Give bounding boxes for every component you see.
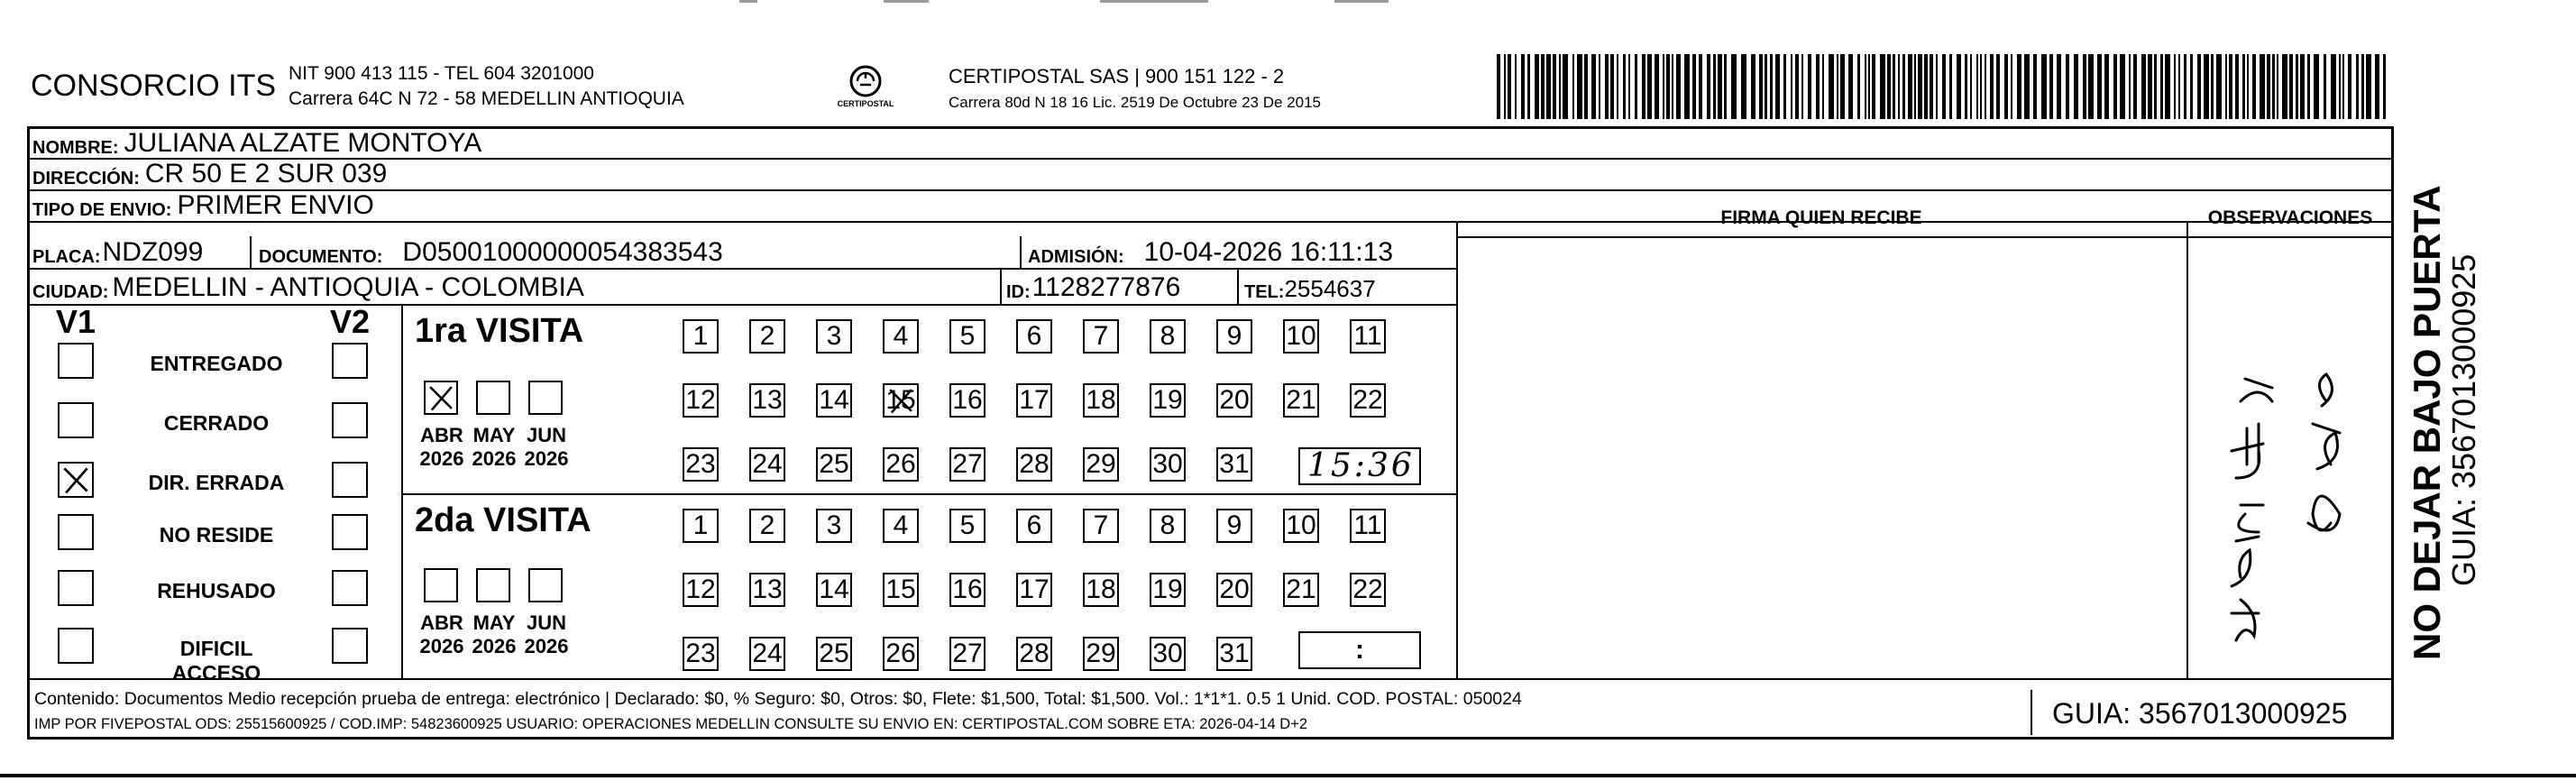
day-number: 4 xyxy=(893,510,909,540)
day-box[interactable] xyxy=(883,509,919,543)
v2-checkbox[interactable] xyxy=(332,343,368,379)
day-box[interactable] xyxy=(883,447,919,482)
month-label xyxy=(519,611,573,658)
day-box[interactable] xyxy=(1083,637,1119,671)
nombre-label: NOMBRE: xyxy=(32,138,119,158)
day-box[interactable] xyxy=(1350,573,1386,607)
day-number: 19 xyxy=(1152,385,1183,415)
day-box[interactable] xyxy=(1216,573,1252,607)
v2-checkbox[interactable] xyxy=(332,514,368,550)
day-box[interactable] xyxy=(1216,447,1252,482)
visit2-time-blank: : xyxy=(1355,635,1364,665)
placa-row xyxy=(32,236,203,268)
x-mark-icon xyxy=(885,385,917,416)
day-box[interactable] xyxy=(683,447,719,482)
visit1-time-handwritten: 15:36 xyxy=(1307,447,1415,484)
day-number: 7 xyxy=(1093,510,1109,540)
day-box[interactable] xyxy=(1350,319,1386,354)
admision-label: ADMISIÓN: xyxy=(1028,247,1124,267)
handwriting-icon xyxy=(2200,343,2380,667)
barcode-icon xyxy=(1497,54,2389,119)
v2-checkbox[interactable] xyxy=(332,628,368,664)
visit1-title: 1ra VISITA xyxy=(415,312,584,350)
day-number: 27 xyxy=(952,639,983,668)
day-box[interactable] xyxy=(1283,573,1319,607)
month-name: JUN xyxy=(526,611,566,634)
day-box[interactable] xyxy=(816,573,852,607)
day-number: 17 xyxy=(1019,574,1050,604)
day-number: 18 xyxy=(1086,574,1116,604)
reason-label: REHUSADO xyxy=(157,579,276,602)
day-box[interactable] xyxy=(1150,383,1186,418)
day-number: 7 xyxy=(1093,321,1109,351)
tipo-envio-row xyxy=(32,190,374,221)
day-number: 29 xyxy=(1086,639,1116,668)
day-number: 26 xyxy=(885,449,916,479)
footer-guia-box xyxy=(2031,690,2391,735)
visit1-time-box xyxy=(1298,447,1421,485)
day-box[interactable] xyxy=(1216,383,1252,418)
v1-checkbox[interactable] xyxy=(58,402,94,438)
firma-label: FIRMA QUIEN RECIBE xyxy=(1720,207,1922,228)
day-number: 8 xyxy=(1160,510,1176,540)
day-number: 13 xyxy=(752,385,783,415)
day-number: 3 xyxy=(826,510,842,540)
day-number: 28 xyxy=(1019,639,1050,668)
day-number: 23 xyxy=(685,449,716,479)
day-box[interactable] xyxy=(1083,573,1119,607)
documento-label: DOCUMENTO: xyxy=(259,247,383,267)
month-label xyxy=(415,611,469,658)
day-box[interactable] xyxy=(683,573,719,607)
day-number: 9 xyxy=(1226,321,1242,351)
id-row xyxy=(1006,269,1180,303)
day-box[interactable] xyxy=(1350,383,1386,418)
day-number: 15 xyxy=(885,574,916,604)
month-name: JUN xyxy=(526,424,566,446)
day-box[interactable] xyxy=(1150,509,1186,543)
tel-label: TEL: xyxy=(1244,282,1285,302)
day-number: 11 xyxy=(1353,510,1382,540)
month-checkbox[interactable] xyxy=(424,568,458,602)
company-name: CONSORCIO ITS xyxy=(31,69,277,103)
ciudad-label: CIUDAD: xyxy=(32,282,109,302)
v1-label: V1 xyxy=(56,303,96,340)
day-box[interactable] xyxy=(949,509,985,543)
ciudad-value: MEDELLIN - ANTIOQUIA - COLOMBIA xyxy=(112,272,584,302)
day-number: 31 xyxy=(1219,449,1250,479)
day-box[interactable] xyxy=(883,637,919,671)
month-checkbox[interactable] xyxy=(476,381,510,415)
day-number: 12 xyxy=(685,385,716,415)
id-label: ID: xyxy=(1006,282,1031,302)
day-box[interactable] xyxy=(1016,447,1052,482)
day-number: 3 xyxy=(826,321,842,351)
month-label xyxy=(519,424,573,471)
visit2-title: 2da VISITA xyxy=(415,501,591,539)
company-nit: NIT 900 413 115 - TEL 604 3201000 xyxy=(289,63,594,84)
day-number: 10 xyxy=(1286,321,1316,351)
v1-checkbox[interactable] xyxy=(58,514,94,550)
footer-imp: IMP POR FIVEPOSTAL ODS: 25515600925 / COD.IMP: 54823600925 USUARIO: OPERACIONES MEDELLIN CONSULTE SU ENVIO EN: CERTIPOSTAL.COM SOBRE ETA: 2026-04-14 D+2 xyxy=(34,716,1308,732)
day-box[interactable] xyxy=(1016,637,1052,671)
footer-contenido: Contenido: Documentos Medio recepción prueba de entrega: electrónico | Declarado: $0, % Seguro: $0, Otros: $0, Flete: $1,500, Total: $1,500. Vol.: 1*1*1. 0.5 1 Unid. COD. POSTAL: 050024 xyxy=(34,689,1522,709)
day-box[interactable] xyxy=(1150,447,1186,482)
carrier-address: Carrera 80d N 18 16 Lic. 2519 De Octubre 23 De 2015 xyxy=(949,94,1321,111)
day-box[interactable] xyxy=(683,319,719,354)
day-number: 22 xyxy=(1352,574,1383,604)
month-name: ABR xyxy=(420,424,463,446)
day-number: 13 xyxy=(752,574,783,604)
observaciones-label: OBSERVACIONES xyxy=(2207,207,2373,228)
barcode xyxy=(1497,54,2389,119)
day-number: 25 xyxy=(819,639,849,668)
v1-checkbox[interactable] xyxy=(58,628,94,664)
day-box[interactable] xyxy=(1083,509,1119,543)
month-checkbox[interactable] xyxy=(528,381,563,415)
side-guia: GUIA: 3567013000925 xyxy=(2445,253,2482,586)
month-year: 2026 xyxy=(472,635,517,657)
day-number: 14 xyxy=(819,385,849,415)
month-checkbox[interactable] xyxy=(424,381,458,415)
day-number: 5 xyxy=(959,321,976,351)
day-box[interactable] xyxy=(749,319,785,354)
month-name: MAY xyxy=(472,611,516,634)
nombre-row xyxy=(32,126,481,159)
tel-row xyxy=(1244,269,1376,303)
day-number: 24 xyxy=(752,449,783,479)
day-box[interactable] xyxy=(883,573,919,607)
day-number: 26 xyxy=(885,639,916,668)
day-number: 6 xyxy=(1026,510,1042,540)
v1-checkbox[interactable] xyxy=(58,570,94,606)
day-number: 21 xyxy=(1286,574,1316,604)
day-number: 2 xyxy=(759,321,775,351)
day-box[interactable] xyxy=(749,509,785,543)
day-box[interactable] xyxy=(949,319,985,354)
documento-value: D05001000000054383543 xyxy=(402,237,723,267)
direccion-value: CR 50 E 2 SUR 039 xyxy=(144,159,388,188)
day-box[interactable] xyxy=(1016,509,1052,543)
day-number: 12 xyxy=(685,574,716,604)
placa-label: PLACA: xyxy=(32,247,101,267)
day-box[interactable] xyxy=(1150,573,1186,607)
day-number: 22 xyxy=(1352,385,1383,415)
v1-checkbox[interactable] xyxy=(58,462,94,498)
day-number: 30 xyxy=(1152,449,1183,479)
admision-value: 10-04-2026 16:11:13 xyxy=(1143,237,1394,267)
day-box[interactable] xyxy=(883,383,919,418)
month-checkbox[interactable] xyxy=(476,568,510,602)
day-box[interactable] xyxy=(1283,319,1319,354)
v2-checkbox[interactable] xyxy=(332,402,368,438)
tipo-envio-value: PRIMER ENVIO xyxy=(177,190,374,220)
day-number: 23 xyxy=(685,639,716,668)
id-value: 1128277876 xyxy=(1031,272,1181,302)
day-number: 29 xyxy=(1086,449,1116,479)
month-checkbox[interactable] xyxy=(528,568,563,602)
day-box[interactable] xyxy=(1216,319,1252,354)
day-box[interactable] xyxy=(1150,637,1186,671)
documento-row xyxy=(259,236,723,268)
month-year: 2026 xyxy=(524,447,569,470)
day-number: 18 xyxy=(1086,385,1116,415)
day-box[interactable] xyxy=(1216,637,1252,671)
day-box[interactable] xyxy=(816,383,852,418)
day-box[interactable] xyxy=(1083,383,1119,418)
day-box[interactable] xyxy=(949,383,985,418)
x-mark-icon xyxy=(426,382,456,413)
day-number: 21 xyxy=(1286,385,1316,415)
day-box[interactable] xyxy=(816,637,852,671)
day-box[interactable] xyxy=(1283,383,1319,418)
day-number: 24 xyxy=(752,639,783,668)
day-number: 20 xyxy=(1219,574,1250,604)
reason-label: NO RESIDE xyxy=(159,523,274,547)
visit2-time-box xyxy=(1298,631,1421,669)
day-number: 19 xyxy=(1152,574,1183,604)
day-number: 10 xyxy=(1286,510,1316,540)
month-label xyxy=(467,611,521,658)
day-box[interactable] xyxy=(949,447,985,482)
carrier-nit: CERTIPOSTAL SAS | 900 151 122 - 2 xyxy=(949,65,1285,87)
day-box[interactable] xyxy=(683,509,719,543)
certipostal-logo xyxy=(834,63,897,114)
day-number: 5 xyxy=(959,510,976,540)
month-year: 2026 xyxy=(419,635,464,657)
direccion-label: DIRECCIÓN: xyxy=(32,169,140,188)
day-box[interactable] xyxy=(1083,319,1119,354)
company-address: Carrera 64C N 72 - 58 MEDELLIN ANTIOQUIA xyxy=(289,88,684,109)
v2-checkbox[interactable] xyxy=(332,570,368,606)
day-number: 1 xyxy=(692,321,709,351)
day-number: 31 xyxy=(1219,639,1250,668)
month-year: 2026 xyxy=(419,447,464,470)
v2-checkbox[interactable] xyxy=(332,462,368,498)
day-box[interactable] xyxy=(1016,319,1052,354)
day-box[interactable] xyxy=(749,447,785,482)
day-box[interactable] xyxy=(749,637,785,671)
reason-label: DIFICIL ACCESO xyxy=(171,637,261,685)
day-number: 8 xyxy=(1160,321,1176,351)
day-box[interactable] xyxy=(749,573,785,607)
month-year: 2026 xyxy=(472,447,517,470)
day-number: 15 xyxy=(885,385,916,415)
day-number: 14 xyxy=(819,574,849,604)
day-box[interactable] xyxy=(683,637,719,671)
reason-label: DIR. ERRADA xyxy=(148,471,285,494)
day-box[interactable] xyxy=(1016,573,1052,607)
month-label xyxy=(467,424,521,471)
day-box[interactable] xyxy=(883,319,919,354)
day-box[interactable] xyxy=(816,509,852,543)
header xyxy=(27,54,2407,117)
ciudad-row xyxy=(32,269,584,303)
reason-label: CERRADO xyxy=(163,411,270,435)
day-box[interactable] xyxy=(816,447,852,482)
month-label xyxy=(415,424,469,471)
v1-checkbox[interactable] xyxy=(58,343,94,379)
observaciones-handwriting xyxy=(2200,343,2380,667)
day-box[interactable] xyxy=(1350,509,1386,543)
day-box[interactable] xyxy=(1083,447,1119,482)
day-box[interactable] xyxy=(949,637,985,671)
direccion-row xyxy=(32,159,387,189)
reason-label: ENTREGADO xyxy=(150,352,283,375)
day-box[interactable] xyxy=(683,383,719,418)
day-number: 17 xyxy=(1019,385,1050,415)
day-number: 16 xyxy=(952,574,983,604)
tipo-envio-label: TIPO DE ENVIO: xyxy=(32,200,172,220)
month-name: MAY xyxy=(472,424,516,446)
day-box[interactable] xyxy=(949,573,985,607)
day-number: 27 xyxy=(952,449,983,479)
scan-marks xyxy=(703,0,1966,5)
v2-label: V2 xyxy=(330,303,371,340)
day-number: 28 xyxy=(1019,449,1050,479)
day-number: 11 xyxy=(1353,321,1382,351)
day-box[interactable] xyxy=(1283,509,1319,543)
logo-text: CERTIPOSTAL xyxy=(837,99,894,108)
day-number: 16 xyxy=(952,385,983,415)
day-number: 30 xyxy=(1152,639,1183,668)
x-mark-icon xyxy=(60,464,92,496)
day-box[interactable] xyxy=(749,383,785,418)
day-number: 9 xyxy=(1226,510,1242,540)
day-number: 2 xyxy=(759,510,775,540)
day-box[interactable] xyxy=(1216,509,1252,543)
day-box[interactable] xyxy=(816,319,852,354)
day-number: 6 xyxy=(1026,321,1042,351)
placa-value: NDZ099 xyxy=(102,237,204,267)
day-number: 4 xyxy=(893,321,909,351)
month-year: 2026 xyxy=(524,635,569,657)
day-box[interactable] xyxy=(1016,383,1052,418)
day-number: 20 xyxy=(1219,385,1250,415)
day-number: 25 xyxy=(819,449,849,479)
footer-guia: GUIA: 3567013000925 xyxy=(2052,697,2348,730)
side-no-dejar: NO DEJAR BAJO PUERTA xyxy=(2406,185,2448,660)
day-number: 1 xyxy=(692,510,709,540)
tel-value: 2554637 xyxy=(1284,275,1376,302)
admision-row xyxy=(1028,236,1393,268)
day-box[interactable] xyxy=(1150,319,1186,354)
nombre-value: JULIANA ALZATE MONTOYA xyxy=(124,128,482,158)
month-name: ABR xyxy=(420,611,463,634)
